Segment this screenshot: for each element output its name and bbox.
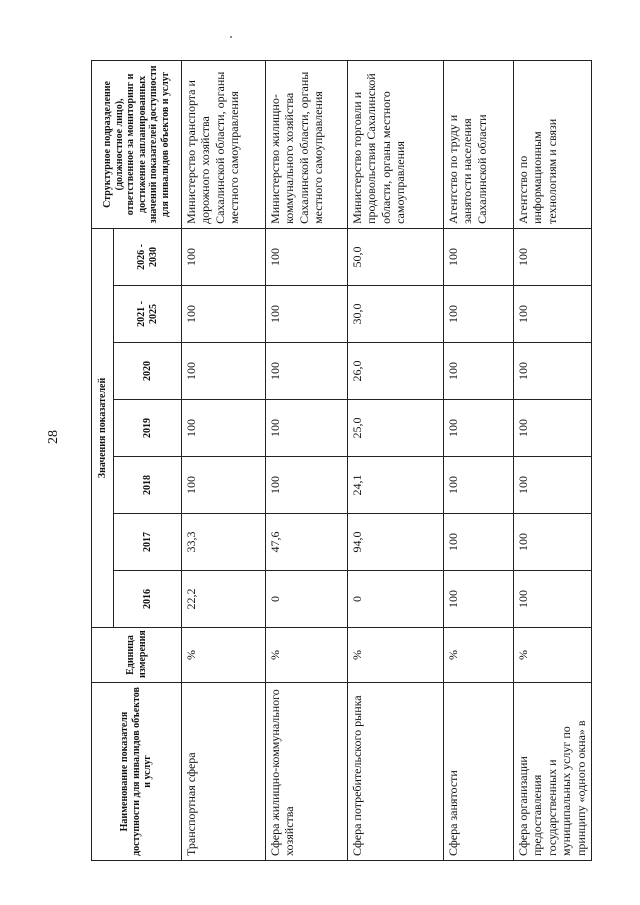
value-cell: 24,1 <box>348 457 444 514</box>
value-cell: 100 <box>444 514 514 571</box>
indicator-name: Сфера организации предоставления государственных и муниципальных услуг по принципу «одного окна» в <box>514 683 592 861</box>
header-year: 2026 - 2030 <box>114 228 182 285</box>
page-number: 28 <box>46 430 61 444</box>
indicators-table-rotated <box>91 61 591 861</box>
value-cell: 100 <box>266 343 348 400</box>
value-cell: 100 <box>514 343 592 400</box>
table-row <box>182 60 266 860</box>
value-cell: 100 <box>514 457 592 514</box>
value-cell: 30,0 <box>348 286 444 343</box>
header-year: 2016 <box>114 571 182 628</box>
value-cell: 100 <box>182 457 266 514</box>
value-cell: 100 <box>444 228 514 285</box>
value-cell: 100 <box>514 514 592 571</box>
indicator-name: Сфера занятости <box>444 683 514 861</box>
value-cell: 100 <box>182 286 266 343</box>
table-row <box>514 60 592 860</box>
indicator-name: Сфера жилищно-коммунального хозяйства <box>266 683 348 861</box>
value-cell: 100 <box>444 343 514 400</box>
table-row <box>266 60 348 860</box>
value-cell: 94,0 <box>348 514 444 571</box>
responsible-cell: Агентство по информационным технологиям и связи <box>514 60 592 228</box>
header-values-group: Значения показателей <box>92 228 114 627</box>
header-year: 2018 <box>114 457 182 514</box>
unit-cell: % <box>514 628 592 683</box>
header-year: 2019 <box>114 400 182 457</box>
scan-speck <box>230 36 232 38</box>
value-cell: 100 <box>266 286 348 343</box>
value-cell: 50,0 <box>348 228 444 285</box>
value-cell: 100 <box>514 286 592 343</box>
table-row <box>444 60 514 860</box>
value-cell: 100 <box>514 400 592 457</box>
indicator-name: Сфера потребительского рынка <box>348 683 444 861</box>
value-cell: 100 <box>444 286 514 343</box>
unit-cell: % <box>266 628 348 683</box>
indicators-table <box>91 60 592 861</box>
value-cell: 100 <box>444 400 514 457</box>
value-cell: 100 <box>444 571 514 628</box>
header-year: 2017 <box>114 514 182 571</box>
value-cell: 33,3 <box>182 514 266 571</box>
value-cell: 100 <box>182 400 266 457</box>
value-cell: 100 <box>266 457 348 514</box>
value-cell: 26,0 <box>348 343 444 400</box>
value-cell: 100 <box>514 571 592 628</box>
value-cell: 22,2 <box>182 571 266 628</box>
indicator-name: Транспортная сфера <box>182 683 266 861</box>
value-cell: 100 <box>514 228 592 285</box>
header-year: 2020 <box>114 343 182 400</box>
unit-cell: % <box>182 628 266 683</box>
value-cell: 100 <box>444 457 514 514</box>
header-unit: Единица измерения <box>92 628 182 683</box>
responsible-cell: Министерство торговли и продовольствия Сахалинской области, органы местного самоуправления <box>348 60 444 228</box>
header-year: 2021 - 2025 <box>114 286 182 343</box>
value-cell: 47,6 <box>266 514 348 571</box>
value-cell: 100 <box>266 400 348 457</box>
value-cell: 0 <box>266 571 348 628</box>
unit-cell: % <box>348 628 444 683</box>
header-responsible: Структурное подразделение (должностное лицо), ответственное за мониторинг и достижение запланированных значений показателей доступности для инвалидов объектов и услуг <box>92 60 182 228</box>
table-row <box>348 60 444 860</box>
value-cell: 100 <box>266 228 348 285</box>
unit-cell: % <box>444 628 514 683</box>
value-cell: 0 <box>348 571 444 628</box>
value-cell: 100 <box>182 228 266 285</box>
responsible-cell: Министерство транспорта и дорожного хозяйства Сахалинской области, органы местного самоуправления <box>182 60 266 228</box>
responsible-cell: Министерство жилищно-коммунального хозяйства Сахалинской области, органы местного самоуправления <box>266 60 348 228</box>
responsible-cell: Агентство по труду и занятости населения Сахалинской области <box>444 60 514 228</box>
value-cell: 25,0 <box>348 400 444 457</box>
header-indicator-name: Наименование показателя доступности для инвалидов объектов и услуг <box>92 683 182 861</box>
value-cell: 100 <box>182 343 266 400</box>
